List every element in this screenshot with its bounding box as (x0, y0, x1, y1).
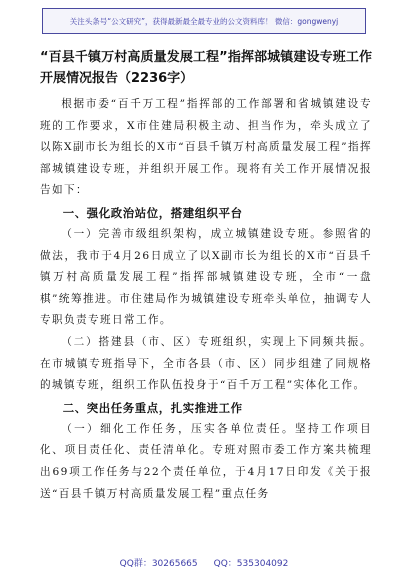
paragraph-1-1: （一）完善市级组织架构，成立城镇建设专班。参照省的做法，我市于4月26日成立了以X副市长为组长的X市“百县千镇万村高质量发展工程”指挥部城镇建设专班，全市“一盘棋”统筹推进。市住建局作为城镇建设专班牵头单位，抽调专人专职负责专班日常工作。 (40, 227, 372, 327)
footer-qq: QQ：535304092 (213, 558, 289, 569)
document-title: “百县千镇万村高质量发展工程”指挥部城镇建设专班工作开展情况报告（2236字） (40, 50, 372, 86)
section-heading-1: 一、强化政治站位，搭建组织平台 (62, 205, 243, 220)
paragraph-1-2: （二）搭建县（市、区）专班组织，实现上下同频共振。在市城镇专班指导下，全市各县（市、区）同步组建了同规格的城镇专班，组织工作队伍投身于“百千万工程”实体化工作。 (40, 335, 372, 392)
paragraph-2-1: （一）细化工作任务，压实各单位责任。坚持工作项目化、项目责任化、责任清单化。专班对照市委工作方案共梳理出69项工作任务与22个责任单位，于4月17日印发《关于报送“百县千镇万村高质量发展工程”重点任务 (40, 422, 372, 500)
footer-qq-group: QQ群：30265665 (119, 558, 198, 569)
document-body (40, 94, 372, 505)
promo-header-banner: 关注头条号“公文研究”，获得最新最全最专业的公文资料库！ 微信：gongwenyj (42, 8, 366, 34)
section-heading-2: 二、突出任务重点，扎实推进工作 (62, 400, 243, 415)
intro-paragraph: 根据市委“百千万工程”指挥部的工作部署和省城镇建设专班的工作要求，X市住建局积极主动、担当作为，牵头成立了以陈X副市长为组长的X市“百县千镇万村高质量发展工程”指挥部城镇建设专班，并组织开展工作。现将有关工作开展情况报告如下： (40, 98, 372, 197)
promo-footer-banner (92, 554, 316, 570)
